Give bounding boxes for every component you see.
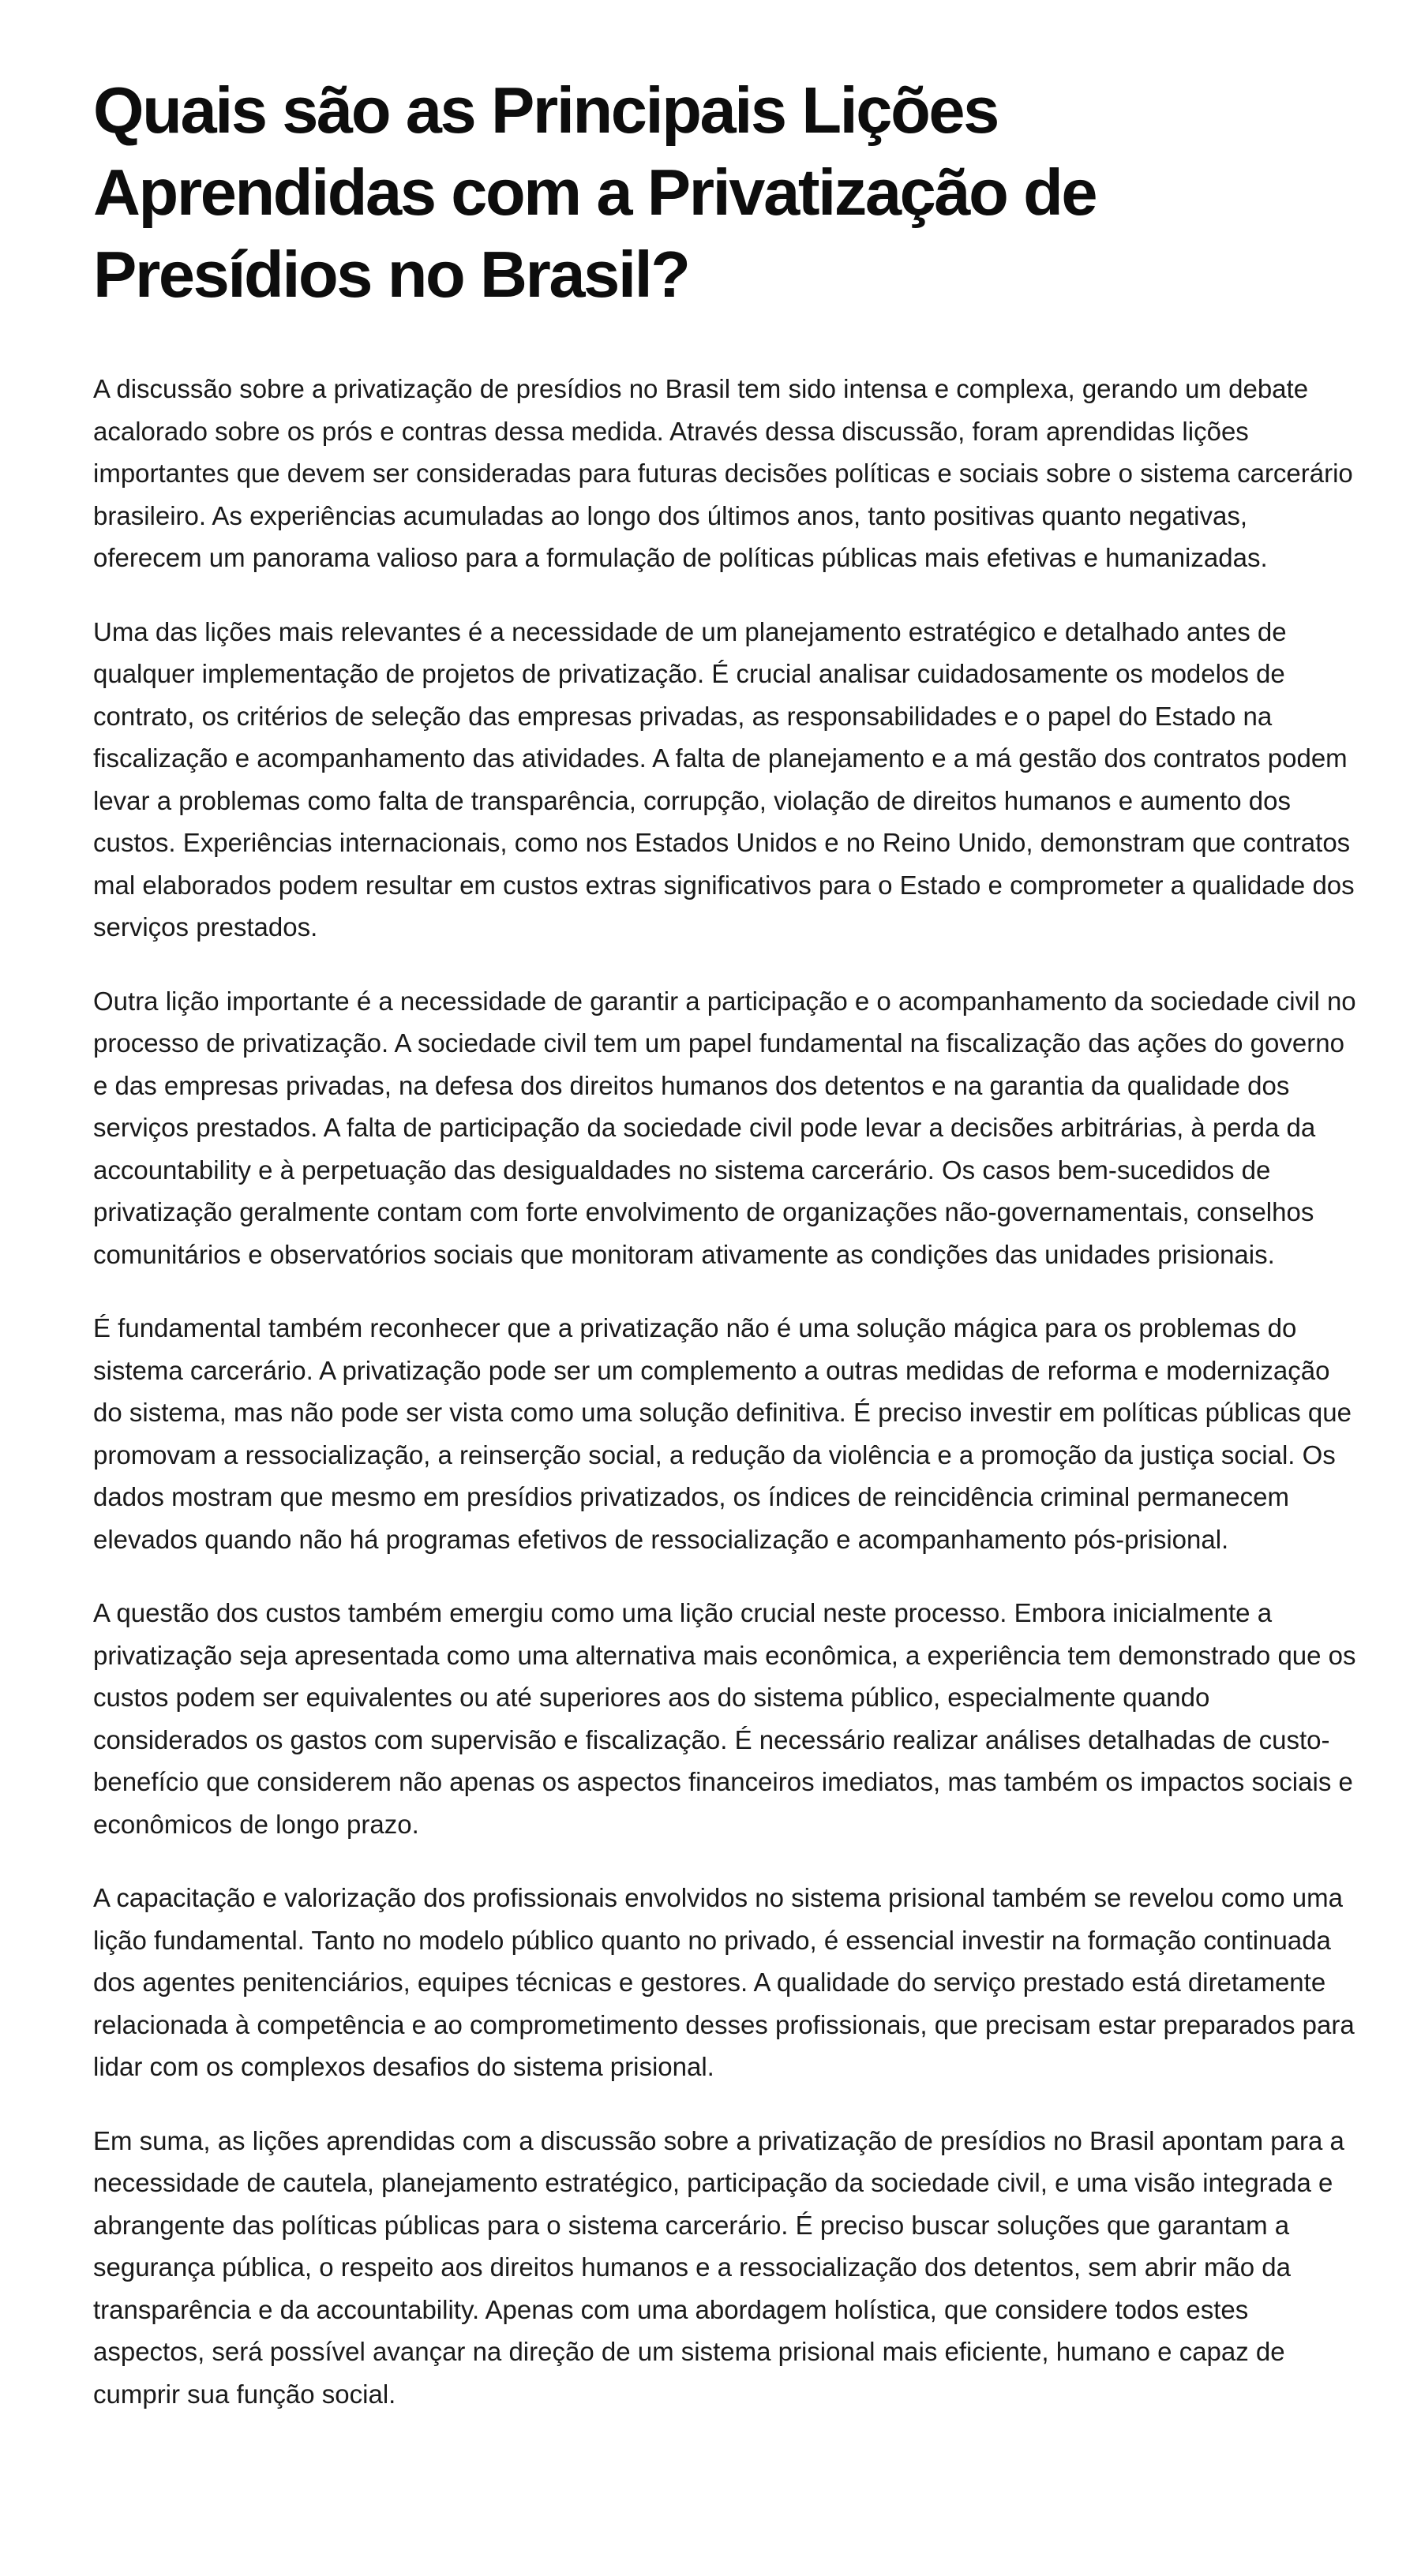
paragraph-conclusion: Em suma, as lições aprendidas com a discussão sobre a privatização de presídios no Brasil apontam para a necessidade de cautela, planejamento estratégico, participação da sociedade civil, e uma visão integrada e abrangente das políticas públicas para o sistema carcerário. É preciso buscar soluções que garantam a segurança pública, o respeito aos direitos humanos e a ressocialização dos detentos, sem abrir mão da transparência e da accountability. Apenas com uma abordagem holística, que considere todos estes aspectos, será possível avançar na direção de um sistema prisional mais eficiente, humano e capaz de cumprir sua função social. <box>93 2125 1344 2409</box>
article-body <box>93 368 1356 2415</box>
paragraph-costs: A questão dos custos também emergiu como uma lição crucial neste processo. Embora inicialmente a privatização seja apresentada como uma alternativa mais econômica, a experiência tem demonstrado que os custos podem ser equivalentes ou até superiores aos do sistema público, especialmente quando considerados os gastos com supervisão e fiscalização. É necessário realizar análises detalhadas de custo-benefício que considerem não apenas os aspectos financeiros imediatos, mas também os impactos sociais e econômicos de longo prazo. <box>93 1598 1356 1839</box>
paragraph-planning: Uma das lições mais relevantes é a necessidade de um planejamento estratégico e detalhado antes de qualquer implementação de projetos de privatização. É crucial analisar cuidadosamente os modelos de contrato, os critérios de seleção das empresas privadas, as responsabilidades e o papel do Estado na fiscalização e acompanhamento das atividades. A falta de planejamento e a má gestão dos contratos podem levar a problemas como falta de transparência, corrupção, violação de direitos humanos e aumento dos custos. Experiências internacionais, como nos Estados Unidos e no Reino Unido, demonstram que contratos mal elaborados podem resultar em custos extras significativos para o Estado e comprometer a qualidade dos serviços prestados. <box>93 616 1355 942</box>
paragraph-professionals: A capacitação e valorização dos profissionais envolvidos no sistema prisional também se revelou como uma lição fundamental. Tanto no modelo público quanto no privado, é essencial investir na formação continuada dos agentes penitenciários, equipes técnicas e gestores. A qualidade do serviço prestado está diretamente relacionada à competência e ao comprometimento desses profissionais, que precisam estar preparados para lidar com os complexos desafios do sistema prisional. <box>93 1883 1355 2081</box>
paragraph-civil-society: Outra lição importante é a necessidade de garantir a participação e o acompanhamento da sociedade civil no processo de privatização. A sociedade civil tem um papel fundamental na fiscalização das ações do governo e das empresas privadas, na defesa dos direitos humanos dos detentos e na garantia da qualidade dos serviços prestados. A falta de participação da sociedade civil pode levar a decisões arbitrárias, à perda da accountability e à perpetuação das desigualdades no sistema carcerário. Os casos bem-sucedidos de privatização geralmente contam com forte envolvimento de organizações não-governamentais, conselhos comunitários e observatórios sociais que monitoram ativamente as condições das unidades prisionais. <box>93 986 1356 1269</box>
paragraph-not-magic-solution: É fundamental também reconhecer que a privatização não é uma solução mágica para os problemas do sistema carcerário. A privatização pode ser um complemento a outras medidas de reforma e modernização do sistema, mas não pode ser vista como uma solução definitiva. É preciso investir em políticas públicas que promovam a ressocialização, a reinserção social, a redução da violência e a promoção da justiça social. Os dados mostram que mesmo em presídios privatizados, os índices de reincidência criminal permanecem elevados quando não há programas efetivos de ressocialização e acompanhamento pós-prisional. <box>93 1313 1352 1554</box>
paragraph-intro: A discussão sobre a privatização de presídios no Brasil tem sido intensa e complexa, gerando um debate acalorado sobre os prós e contras dessa medida. Através dessa discussão, foram aprendidas lições importantes que devem ser consideradas para futuras decisões políticas e sociais sobre o sistema carcerário brasileiro. As experiências acumuladas ao longo dos últimos anos, tanto positivas quanto negativas, oferecem um panorama valioso para a formulação de políticas públicas mais efetivas e humanizadas. <box>93 374 1353 572</box>
article-title: Quais são as Principais Lições Aprendidas com a Privatização de Presídios no Brasil? <box>93 73 1097 311</box>
